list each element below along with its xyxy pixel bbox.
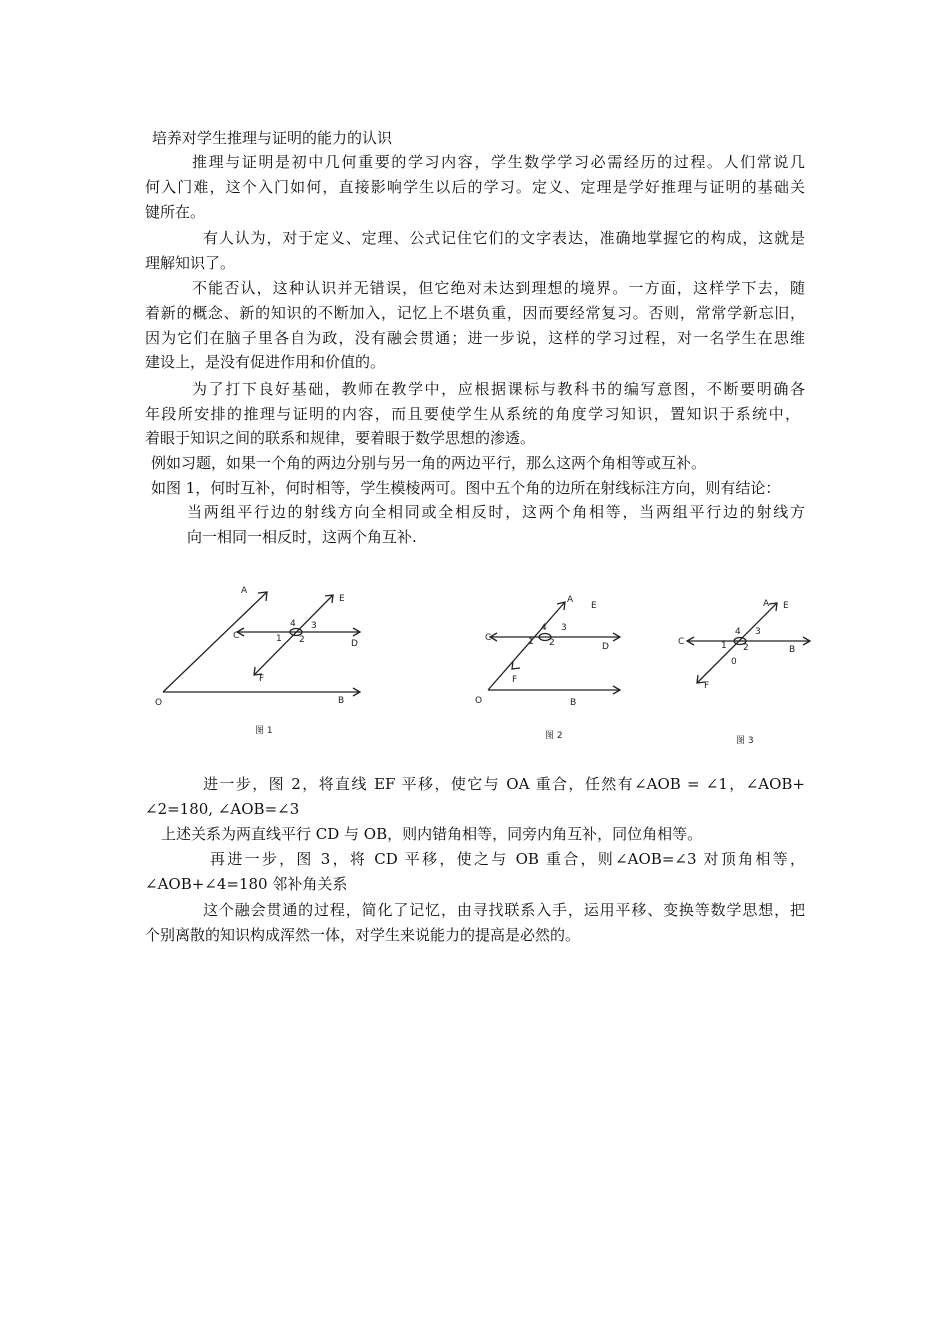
para8-line2: ∠AOB+∠4=180 邻补角关系	[145, 875, 348, 893]
para9-line1: 这个融会贯通的过程，简化了记忆，由寻找联系入手，运用平移、变换等数学思想，把	[203, 901, 805, 919]
fig2-label-o: O	[475, 696, 483, 706]
para3-line4: 建设上，是没有促进作用和价值的。	[145, 353, 386, 371]
fig2-angle-4: 4	[541, 623, 547, 633]
figure-2	[475, 590, 625, 720]
fig1-label-o: O	[155, 698, 163, 708]
fig2-caption: 图 2	[545, 731, 563, 741]
fig3-label-o: 0	[731, 657, 737, 667]
fig3-caption: 图 3	[736, 736, 754, 746]
fig1-ray-oa	[163, 592, 267, 692]
fig1-angle-2: 2	[299, 635, 305, 645]
figure-1	[145, 575, 375, 715]
para1-line3: 键所在。	[145, 203, 206, 221]
para2-line1: 有人认为，对于定义、定理、公式记住它们的文字表达，准确地掌握它的构成，这就是	[203, 229, 805, 247]
para8-line1: 再进一步，图 3，将 CD 平移，使之与 OB 重合，则∠AOB=∠3 对顶角相等，	[210, 850, 805, 868]
para3-line1: 不能否认，这种认识并无错误，但它绝对未达到理想的境界。一方面，这样学下去，随	[192, 279, 805, 297]
fig3-label-b: B	[789, 645, 796, 655]
fig1-angle-4: 4	[290, 619, 296, 629]
fig3-angle-1: 1	[721, 641, 727, 651]
fig2-angle-2: 2	[549, 638, 555, 648]
fig2-label-e: E	[591, 601, 597, 611]
fig2-label-b: B	[570, 698, 577, 708]
fig2-arrow-f	[512, 661, 520, 669]
fig1-label-b: B	[338, 696, 345, 706]
fig3-line-ef	[697, 603, 777, 683]
fig1-label-c: C	[233, 631, 240, 641]
fig1-label-e: E	[339, 594, 345, 604]
fig1-caption: 图 1	[255, 726, 273, 736]
fig2-label-d: D	[602, 642, 609, 652]
para3-line3: 因为它们在脑子里各自为政，没有融会贯通；进一步说，这样的学习过程，对一名学生在思维	[145, 329, 805, 347]
fig2-label-f: F	[512, 675, 518, 685]
fig2-label-a: A	[567, 595, 574, 605]
fig1-label-f: F	[259, 674, 265, 684]
conclusion-line1: 当两组平行边的射线方向全相同或全相反时，这两个角相等，当两组平行边的射线方	[187, 503, 805, 521]
para1-line1: 推理与证明是初中几何重要的学习内容，学生数学学习必需经历的过程。人们常说几	[192, 153, 805, 171]
conclusion-line2: 向一相同一相反时，这两个角互补.	[187, 528, 417, 546]
example-line: 例如习题，如果一个角的两边分别与另一角的两边平行，那么这两个角相等或互补。	[151, 454, 707, 472]
fig2-label-c: C	[485, 633, 492, 643]
figure-3	[675, 592, 815, 692]
para4-line3: 着眼于知识之间的联系和规律，要着眼于数学思想的渗透。	[145, 429, 536, 447]
fig1-label-a: A	[241, 586, 248, 596]
doc-title: 培养对学生推理与证明的能力的认识	[152, 129, 393, 147]
para7-line: 上述关系为两直线平行 CD 与 OB，则内错角相等，同旁内角互补，同位角相等。	[161, 825, 703, 843]
fig1-label-d: D	[351, 639, 358, 649]
fig2-angle-1: 1	[528, 637, 534, 647]
para6-line1: 进一步，图 2，将直线 EF 平移，使它与 OA 重合，任然有∠AOB = ∠1，∠AOB+	[203, 775, 805, 793]
para1-line2: 何入门难，这个入门如何，直接影响学生以后的学习。定义、定理是学好推理与证明的基础关	[145, 178, 805, 196]
para4-line1: 为了打下良好基础，教师在教学中，应根据课标与教科书的编写意图，不断要明确各	[192, 380, 805, 398]
para4-line2: 年段所安排的推理与证明的内容，而且要使学生从系统的角度学习知识，置知识于系统中，	[145, 405, 800, 423]
fig3-label-c: C	[678, 637, 685, 647]
fig3-angle-2: 2	[743, 643, 749, 653]
fig2-angle-3: 3	[561, 623, 567, 633]
fig1-angle-1: 1	[276, 634, 282, 644]
para2-line2: 理解知识了。	[145, 254, 236, 272]
fig3-label-a: A	[763, 599, 770, 609]
para6-line2: ∠2=180, ∠AOB=∠3	[145, 800, 300, 818]
fig1-angle-3: 3	[311, 621, 317, 631]
fig3-angle-3: 3	[755, 627, 761, 637]
fig3-label-f: F	[704, 681, 710, 691]
para5-line: 如图 1，何时互补，何时相等，学生模棱两可。图中五个角的边所在射线标注方向，则有结论：	[151, 479, 781, 497]
fig3-label-e: E	[783, 601, 789, 611]
fig3-angle-4: 4	[735, 627, 741, 637]
para3-line2: 着新的概念、新的知识的不断加入，记忆上不堪负重，因而要经常复习。否则，常常学新忘旧，	[145, 304, 805, 322]
para9-line2: 个别离散的知识构成浑然一体，对学生来说能力的提高是必然的。	[145, 926, 581, 944]
